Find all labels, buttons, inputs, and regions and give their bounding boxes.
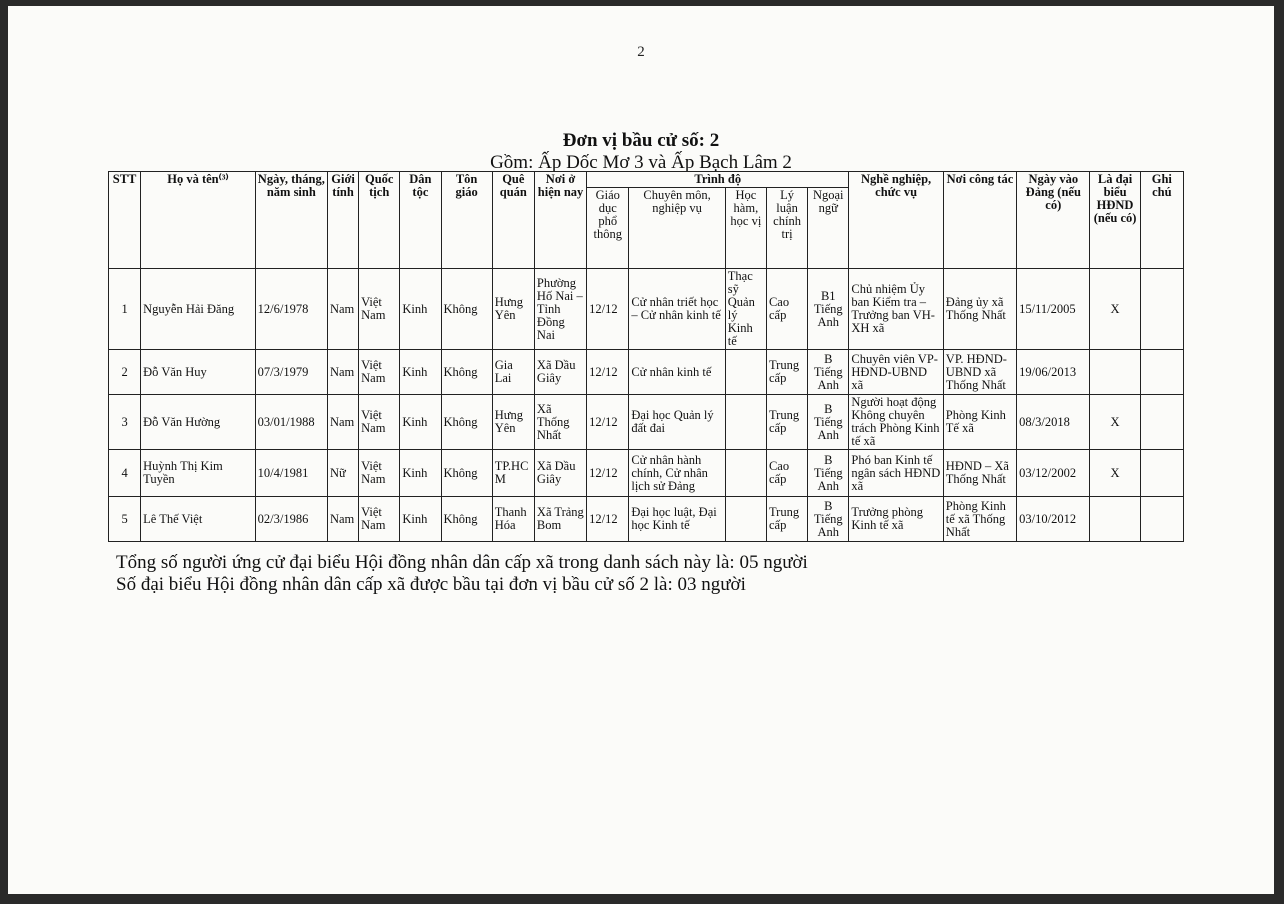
cell-religion: Không [441,350,492,395]
cell-residence: Xã Dầu Giây [534,350,586,395]
cell-nationality: Việt Nam [359,497,400,542]
table-row [109,269,1184,350]
cell-occupation: Trưởng phòng Kinh tế xã [849,497,943,542]
cell-political: Cao cấp [766,269,807,350]
cell-language: B Tiếng Anh [808,350,849,395]
header-name: Họ và tên⁽³⁾ [141,172,256,269]
cell-name: Đỗ Văn Huy [141,350,256,395]
cell-note [1140,350,1183,395]
header-education: Trình độ [587,172,849,188]
cell-dob: 12/6/1978 [255,269,327,350]
cell-party-date: 08/3/2018 [1017,395,1090,450]
cell-workplace: HĐND – Xã Thống Nhất [943,450,1016,497]
table-row [109,450,1184,497]
cell-hometown: Gia Lai [492,350,534,395]
cell-religion: Không [441,497,492,542]
cell-stt: 1 [109,269,141,350]
header-religion: Tôn giáo [441,172,492,269]
header-workplace: Nơi công tác [943,172,1016,269]
cell-occupation: Chủ nhiệm Ủy ban Kiểm tra – Trưởng ban VH-XH xã [849,269,943,350]
cell-professional: Cử nhân kinh tế [629,350,725,395]
header-professional: Chuyên môn, nghiệp vụ [629,188,725,269]
cell-residence: Xã Dầu Giây [534,450,586,497]
cell-delegate: X [1090,395,1140,450]
cell-residence: Phường Hố Nai – Tỉnh Đồng Nai [534,269,586,350]
cell-religion: Không [441,395,492,450]
cell-nationality: Việt Nam [359,350,400,395]
cell-note [1140,450,1183,497]
cell-hometown: Hưng Yên [492,395,534,450]
cell-workplace: Phòng Kinh tế xã Thống Nhất [943,497,1016,542]
header-ethnicity: Dân tộc [400,172,441,269]
cell-party-date: 03/10/2012 [1017,497,1090,542]
page-number: 2 [637,44,645,60]
cell-workplace: Phòng Kinh Tế xã [943,395,1016,450]
header-note: Ghi chú [1140,172,1183,269]
cell-religion: Không [441,269,492,350]
cell-degree: Thạc sỹ Quản lý Kinh tế [725,269,766,350]
cell-stt: 2 [109,350,141,395]
header-residence: Nơi ở hiện nay [534,172,586,269]
cell-general: 12/12 [587,269,629,350]
cell-party-date: 19/06/2013 [1017,350,1090,395]
header-occupation: Nghề nghiệp, chức vụ [849,172,943,269]
cell-political: Trung cấp [766,350,807,395]
header-row [109,172,1184,188]
cell-delegate [1090,350,1140,395]
header-party-date: Ngày vào Đảng (nếu có) [1017,172,1090,269]
cell-occupation: Phó ban Kinh tế ngân sách HĐND xã [849,450,943,497]
header-gender: Giới tính [327,172,358,269]
cell-professional: Cử nhân hành chính, Cử nhân lịch sử Đảng [629,450,725,497]
candidate-table [108,171,1184,542]
cell-dob: 03/01/1988 [255,395,327,450]
cell-degree [725,350,766,395]
cell-workplace: Đảng ủy xã Thống Nhất [943,269,1016,350]
cell-language: B Tiếng Anh [808,450,849,497]
cell-residence: Xã Thống Nhất [534,395,586,450]
cell-general: 12/12 [587,450,629,497]
cell-gender: Nam [327,269,358,350]
cell-gender: Nữ [327,450,358,497]
cell-nationality: Việt Nam [359,450,400,497]
table-row [109,350,1184,395]
header-delegate: Là đại biểu HĐND (nếu có) [1090,172,1140,269]
table-row [109,497,1184,542]
cell-general: 12/12 [587,395,629,450]
cell-hometown: Hưng Yên [492,269,534,350]
cell-gender: Nam [327,395,358,450]
cell-delegate: X [1090,269,1140,350]
table-row [109,395,1184,450]
cell-ethnicity: Kinh [400,497,441,542]
cell-professional: Đại học luật, Đại học Kinh tế [629,497,725,542]
cell-degree [725,450,766,497]
cell-name: Đỗ Văn Hường [141,395,256,450]
cell-political: Cao cấp [766,450,807,497]
footer-elected-count: Số đại biểu Hội đồng nhân dân cấp xã được bầu tại đơn vị bầu cử số 2 là: 03 người [116,574,746,595]
cell-party-date: 15/11/2005 [1017,269,1090,350]
cell-delegate [1090,497,1140,542]
cell-stt: 5 [109,497,141,542]
cell-professional: Cử nhân triết học – Cử nhân kinh tế [629,269,725,350]
header-dob: Ngày, tháng, năm sinh [255,172,327,269]
cell-ethnicity: Kinh [400,350,441,395]
cell-degree [725,395,766,450]
cell-stt: 3 [109,395,141,450]
header-hometown: Quê quán [492,172,534,269]
cell-workplace: VP. HĐND-UBND xã Thống Nhất [943,350,1016,395]
cell-religion: Không [441,450,492,497]
cell-stt: 4 [109,450,141,497]
cell-hometown: TP.HCM [492,450,534,497]
cell-general: 12/12 [587,350,629,395]
cell-occupation: Chuyên viên VP-HĐND-UBND xã [849,350,943,395]
cell-dob: 07/3/1979 [255,350,327,395]
header-stt: STT [109,172,141,269]
cell-language: B Tiếng Anh [808,395,849,450]
cell-ethnicity: Kinh [400,395,441,450]
header-language: Ngoại ngữ [808,188,849,269]
cell-degree [725,497,766,542]
cell-language: B Tiếng Anh [808,497,849,542]
cell-political: Trung cấp [766,395,807,450]
document-subtitle: Gồm: Ấp Dốc Mơ 3 và Ấp Bạch Lâm 2 [490,152,792,173]
cell-residence: Xã Trảng Bom [534,497,586,542]
header-political: Lý luận chính trị [766,188,807,269]
cell-occupation: Người hoạt động Không chuyên trách Phòng Kinh tế xã [849,395,943,450]
header-degree: Học hàm, học vị [725,188,766,269]
cell-ethnicity: Kinh [400,450,441,497]
cell-general: 12/12 [587,497,629,542]
cell-political: Trung cấp [766,497,807,542]
cell-language: B1 Tiếng Anh [808,269,849,350]
header-general-education: Giáo dục phổ thông [587,188,629,269]
cell-ethnicity: Kinh [400,269,441,350]
cell-note [1140,269,1183,350]
cell-dob: 10/4/1981 [255,450,327,497]
cell-nationality: Việt Nam [359,395,400,450]
cell-name: Lê Thế Việt [141,497,256,542]
cell-nationality: Việt Nam [359,269,400,350]
document-page [8,6,1274,894]
cell-note [1140,395,1183,450]
cell-gender: Nam [327,350,358,395]
cell-note [1140,497,1183,542]
cell-dob: 02/3/1986 [255,497,327,542]
document-title: Đơn vị bầu cử số: 2 [562,130,720,151]
cell-name: Huỳnh Thị Kim Tuyền [141,450,256,497]
cell-professional: Đại học Quản lý đất đai [629,395,725,450]
cell-name: Nguyễn Hải Đăng [141,269,256,350]
footer-total-candidates: Tổng số người ứng cử đại biểu Hội đồng nhân dân cấp xã trong danh sách này là: 05 người [116,552,808,573]
cell-delegate: X [1090,450,1140,497]
cell-hometown: Thanh Hóa [492,497,534,542]
cell-gender: Nam [327,497,358,542]
cell-party-date: 03/12/2002 [1017,450,1090,497]
header-nationality: Quốc tịch [359,172,400,269]
